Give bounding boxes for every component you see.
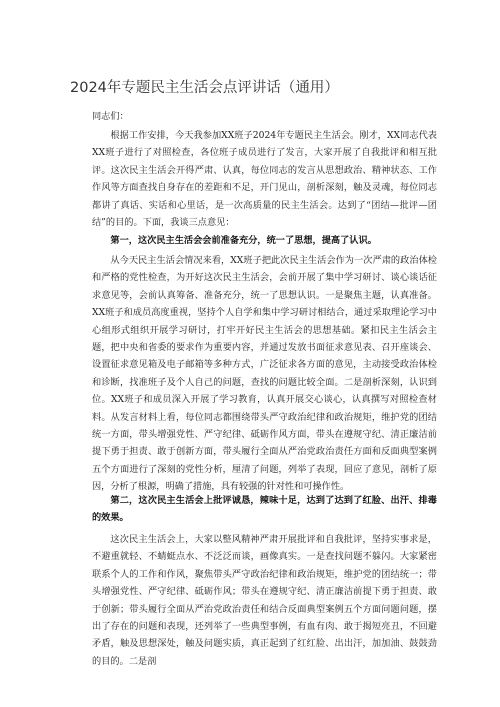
document-title: 2024年专题民主生活会点评讲话（通用）	[70, 80, 339, 96]
section-one-paragraph: 从今天民主生活会情况来看，XX班子把此次民主生活会作为一次严肃的政治体检和严格的党性检查，为开好这次民主生活会，会前开展了集中学习研讨、谈心谈话征求意见等，会前认真筹备、准备充分，统一了思想认识。一是聚焦主题，认真准备。XX班子和成员高度重视，坚持个人自学和集中学习研讨相结合，通过采取理论学习中心组形式组织开展学习研讨，打牢开好民主生活会的思想基础。紧扣民主生活会主题，把中央和省委的要求作为重要内容，并通过发放书面征求意见表、召开座谈会、设置征求意见箱及电子邮箱等多种方式，广泛征求各方面的意见，主动接受政治体检和诊断，找准班子及个人自己的问题，查找的问题比较全面。二是剖析深刻，认识到位。XX班子和成员深入开展了学习教育，认真开展交心谈心，认真撰写对照检查材料。从发言材料上看，每位同志都围绕带头严守政治纪律和政治规矩，维护党的团结统一方面，带头增强党性、严守纪律、砥砺作风方面，带头在遵规守纪、清正廉洁前提下勇于担责、敢于创新方面，带头履行全面从严治党政治责任方面和反面典型案例五个方面进行了深刻的党性分析，厘清了问题，列举了表现，回应了意见，剖析了原因，分析了根源，明确了措施，具有较强的针对性和可操作性。	[92, 255, 437, 493]
heading-two-block	[92, 492, 437, 527]
section-one-paragraph-block	[92, 252, 437, 496]
salutation: 同志们：	[92, 111, 129, 122]
heading-one-block	[92, 232, 437, 249]
section-two-paragraph: 这次民主生活会上，大家以整风精神严肃开展批评和自我批评，坚持实事求是，不避重就轻、不蜻蜓点水、不泛泛而谈，画像真实。一是查找问题不躲闪。大家紧密联系个人的工作和作风，聚焦带头严守政治纪律和政治规矩，维护党的团结统一；带头增强党性、严守纪律、砥砺作风；带头在遵规守纪、清正廉洁前提下勇于担责、敢于创新；带头履行全面从严治党政治责任和结合反面典型案例五个方面问题问题，摆出了存在的问题和表现，还列举了一些典型事例，有血有肉、敢于揭短亮丑，不回避矛盾，触及思想深处，触及问题实质，真正起到了红红脸、出出汗，加加油、鼓鼓劲的目的。二是剖	[92, 534, 437, 667]
intro-paragraph: 根据工作安排，今天我参加XX班子2024年专题民主生活会。刚才，XX同志代表XX班子进行了对照检查，各位班子成员进行了发言，大家开展了自我批评和相互批评。这次民主生活会开得严肃、认真，每位同志的发言从思想政治、精神状态、工作作风等方面查找自身存在的差距和不足，开门见山，剖析深刻，触及灵魂，每位同志都讲了真话、实话和心里话，是一次高质量的民主生活会。达到了“团结—批评—团结”的目的。下面，我谈三点意见：	[92, 130, 437, 229]
section-heading-one: 第一，这次民主生活会会前准备充分，统一了思想，提高了认识。	[110, 235, 377, 246]
intro-paragraph-block	[92, 127, 437, 231]
section-heading-two: 第二，这次民主生活会上批评诚恳，辣味十足，达到了达到了红脸、出汗、排毒的效果。	[92, 495, 437, 524]
section-two-paragraph-block	[92, 531, 437, 670]
